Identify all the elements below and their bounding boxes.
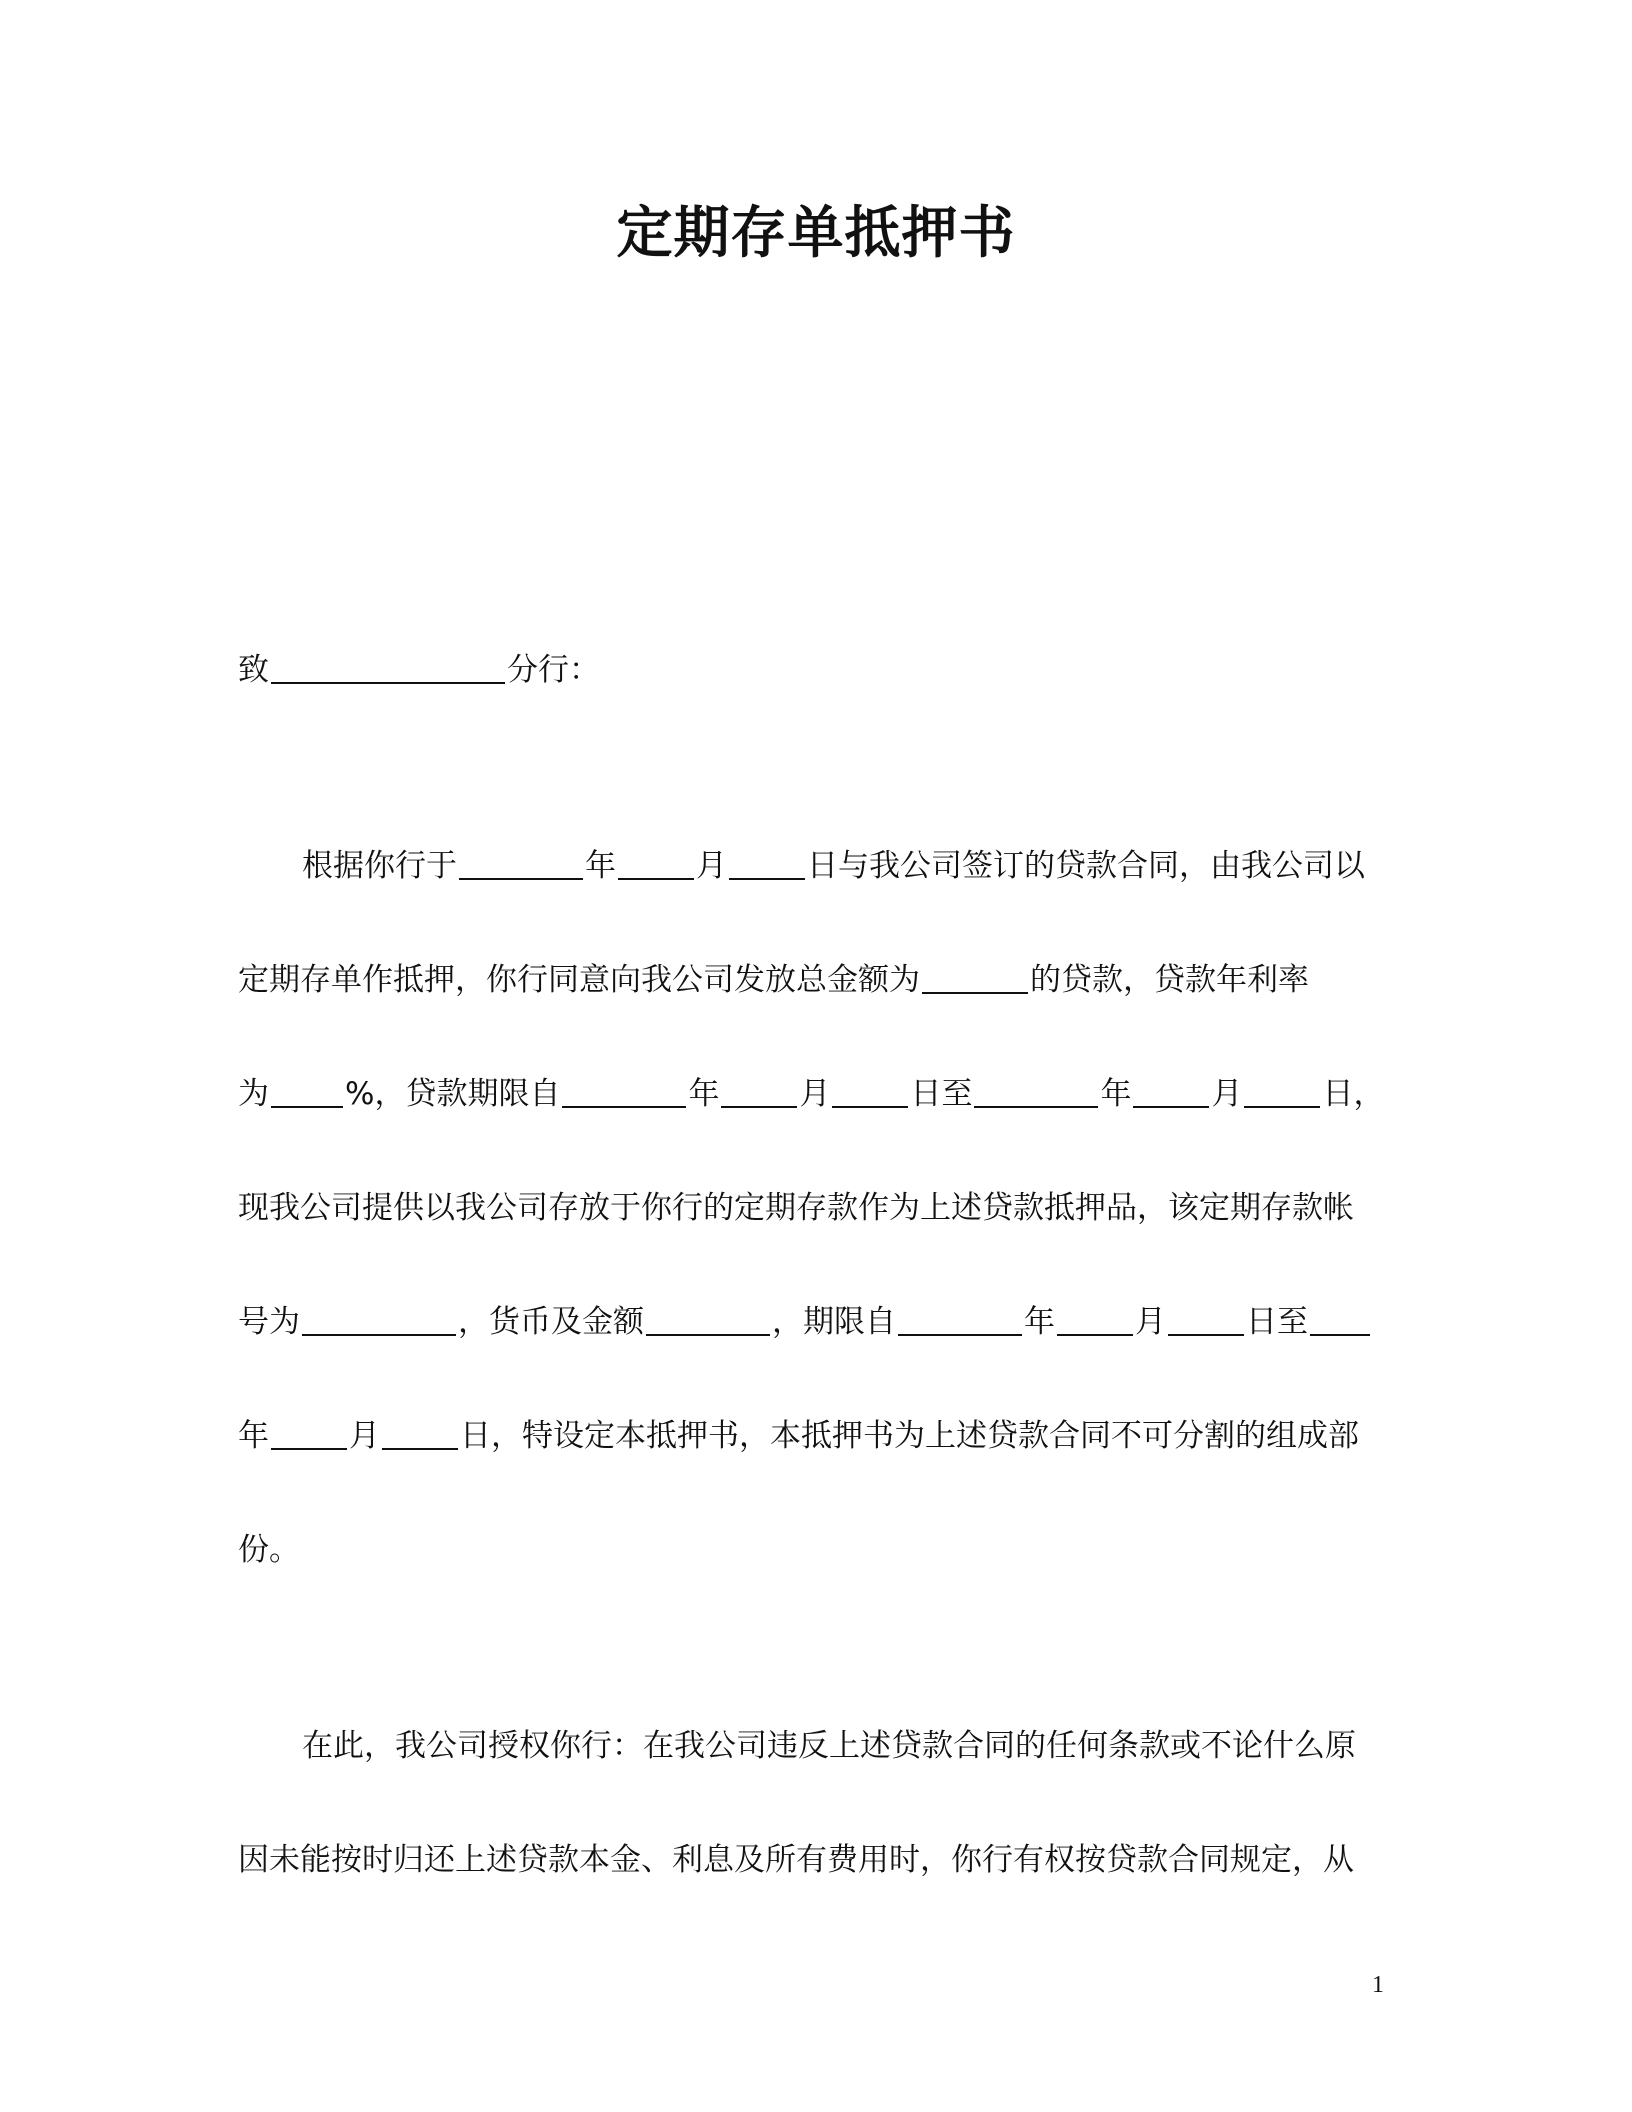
text-segment: 年 <box>238 1418 269 1454</box>
paragraph-1-line-6 <box>238 1408 1398 1464</box>
deposit-end-day-blank <box>382 1408 458 1450</box>
account-number-blank <box>302 1294 456 1336</box>
loan-amount-blank <box>922 952 1028 994</box>
text-segment: 年 <box>585 848 616 884</box>
deposit-start-month-blank <box>1057 1294 1133 1336</box>
text-segment: 定期存单作抵押，你行同意向我公司发放总金额为 <box>238 962 920 998</box>
text-segment: 日，特设定本抵押书，本抵押书为上述贷款合同不可分割的组成部 <box>460 1418 1359 1454</box>
contract-month-blank <box>618 838 694 880</box>
branch-name-blank <box>271 642 505 684</box>
term-start-month-blank <box>721 1066 797 1108</box>
text-segment: 日至 <box>910 1076 973 1112</box>
paragraph-1-line-7: 份。 <box>238 1532 300 1568</box>
paragraph-1-line-5 <box>238 1294 1398 1350</box>
salutation-suffix: 分行： <box>507 652 600 688</box>
text-segment: ，货币及金额 <box>458 1304 644 1340</box>
text-segment: 根据你行于 <box>302 848 457 884</box>
term-end-day-blank <box>1244 1066 1320 1108</box>
text-segment: 年 <box>1100 1076 1132 1112</box>
text-segment: %，贷款期限自 <box>345 1076 561 1112</box>
text-segment: ，期限自 <box>772 1304 896 1340</box>
contract-year-blank <box>459 838 583 880</box>
paragraph-1-line-1 <box>238 838 1462 894</box>
text-segment: 日， <box>1322 1076 1385 1112</box>
paragraph-2-line-2: 因未能按时归还上述贷款本金、利息及所有费用时，你行有权按贷款合同规定，从 <box>238 1842 1354 1878</box>
text-segment: 月 <box>349 1418 380 1454</box>
page-number: 1 <box>1372 1972 1384 1998</box>
interest-rate-blank <box>271 1066 343 1108</box>
paragraph-1-line-2 <box>238 952 1398 1008</box>
text-segment: 月 <box>696 848 727 884</box>
deposit-start-year-blank <box>898 1294 1022 1336</box>
text-segment: 月 <box>1135 1304 1166 1340</box>
paragraph-2-line-1: 在此，我公司授权你行：在我公司违反上述贷款合同的任何条款或不论什么原 <box>302 1728 1356 1764</box>
currency-amount-blank <box>646 1294 770 1336</box>
text-segment: 号为 <box>238 1304 300 1340</box>
text-segment: 月 <box>799 1076 831 1112</box>
text-segment: 日至 <box>1246 1304 1308 1340</box>
term-end-year-blank <box>974 1066 1098 1108</box>
term-start-day-blank <box>832 1066 908 1108</box>
term-end-month-blank <box>1133 1066 1209 1108</box>
text-segment: 月 <box>1211 1076 1243 1112</box>
text-segment: 日与我公司签订的贷款合同，由我公司以 <box>807 848 1365 884</box>
text-segment: 的贷款，贷款年利率 <box>1030 962 1309 998</box>
contract-day-blank <box>729 838 805 880</box>
salutation-prefix: 致 <box>238 652 269 688</box>
paragraph-1-line-4: 现我公司提供以我公司存放于你行的定期存款作为上述贷款抵押品，该定期存款帐 <box>238 1190 1354 1226</box>
document-title: 定期存单抵押书 <box>616 201 1016 266</box>
text-segment: 为 <box>238 1076 269 1112</box>
text-segment: 年 <box>688 1076 720 1112</box>
deposit-start-day-blank <box>1168 1294 1244 1336</box>
salutation-line <box>238 642 1398 698</box>
paragraph-1-line-3 <box>238 1066 1398 1122</box>
term-start-year-blank <box>562 1066 686 1108</box>
text-segment: 年 <box>1024 1304 1055 1340</box>
deposit-end-year-blank <box>1310 1294 1370 1336</box>
deposit-end-month-blank <box>271 1408 347 1450</box>
